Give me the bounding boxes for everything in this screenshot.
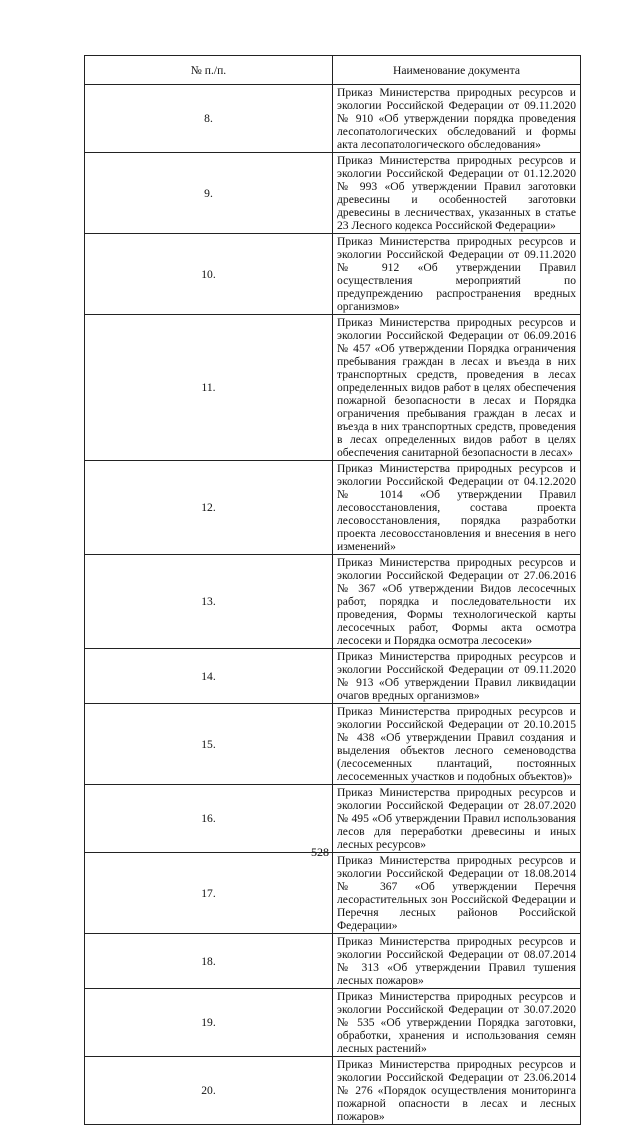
- row-number: 15.: [85, 704, 333, 785]
- row-number: 16.: [85, 785, 333, 853]
- table-row: [85, 85, 581, 153]
- table-row: [85, 234, 581, 315]
- table-row: [85, 461, 581, 555]
- document-name: Приказ Министерства природных ресурсов и экологии Российской Федерации от 23.06.2014 № 276 «Порядок осуществления мониторинга пожарной опасности в лесах и лесных пожаров»: [333, 1057, 581, 1125]
- document-name: Приказ Министерства природных ресурсов и экологии Российской Федерации от 20.10.2015 № 438 «Об утверждении Правил создания и выделения объектов лесного семеноводства (лесосеменных плантаций, постоянных лесосеменных участков и подобных объектов)»: [333, 704, 581, 785]
- table-row: [85, 785, 581, 853]
- table-row: [85, 704, 581, 785]
- table-row: [85, 1057, 581, 1125]
- row-number: 19.: [85, 989, 333, 1057]
- document-name: Приказ Министерства природных ресурсов и экологии Российской Федерации от 06.09.2016 № 457 «Об утверждении Порядка ограничения пребывания граждан в лесах и въезда в них транспортных средств, проведения в лесах определенных видов работ в целях обеспечения пожарной безопасности в лесах и Порядка ограничения пребывания граждан в лесах и въезда в них транспортных средств, проведения в лесах определенных видов работ в целях обеспечения санитарной безопасности в лесах»: [333, 315, 581, 461]
- column-header-number: № п./п.: [85, 56, 333, 85]
- table-row: [85, 649, 581, 704]
- table-row: [85, 989, 581, 1057]
- row-number: 17.: [85, 853, 333, 934]
- table-row: [85, 853, 581, 934]
- table-row: [85, 555, 581, 649]
- table-row: [85, 315, 581, 461]
- row-number: 12.: [85, 461, 333, 555]
- document-name: Приказ Министерства природных ресурсов и экологии Российской Федерации от 18.08.2014 № 367 «Об утверждении Перечня лесорастительных зон Российской Федерации и Перечня лесных районов Российской Федерации»: [333, 853, 581, 934]
- document-name: Приказ Министерства природных ресурсов и экологии Российской Федерации от 09.11.2020 № 910 «Об утверждении порядка проведения лесопатологических обследований и формы акта лесопатологического обследования»: [333, 85, 581, 153]
- row-number: 8.: [85, 85, 333, 153]
- row-number: 18.: [85, 934, 333, 989]
- row-number: 20.: [85, 1057, 333, 1125]
- table-header-row: [85, 56, 581, 85]
- row-number: 11.: [85, 315, 333, 461]
- document-name: Приказ Министерства природных ресурсов и экологии Российской Федерации от 09.11.2020 № 912 «Об утверждении Правил осуществления мероприятий по предупреждению распространения вредных организмов»: [333, 234, 581, 315]
- table-row: [85, 153, 581, 234]
- document-name: Приказ Министерства природных ресурсов и экологии Российской Федерации от 04.12.2020 № 1014 «Об утверждении Правил лесовосстановления, состава проекта лесовосстановления, порядка разработки проекта лесовосстановления и внесения в него изменений»: [333, 461, 581, 555]
- table-row: [85, 934, 581, 989]
- row-number: 14.: [85, 649, 333, 704]
- column-header-document-name: Наименование документа: [333, 56, 581, 85]
- row-number: 9.: [85, 153, 333, 234]
- document-name: Приказ Министерства природных ресурсов и экологии Российской Федерации от 27.06.2016 № 367 «Об утверждении Видов лесосечных работ, порядка и последовательности их проведения, Формы технологической карты лесосечных работ, Формы акта осмотра лесосеки и Порядка осмотра лесосеки»: [333, 555, 581, 649]
- document-name: Приказ Министерства природных ресурсов и экологии Российской Федерации от 01.12.2020 № 993 «Об утверждении Правил заготовки древесины и особенностей заготовки древесины в лесничествах, указанных в статье 23 Лесного кодекса Российской Федерации»: [333, 153, 581, 234]
- document-name: Приказ Министерства природных ресурсов и экологии Российской Федерации от 09.11.2020 № 913 «Об утверждении Правил ликвидации очагов вредных организмов»: [333, 649, 581, 704]
- row-number: 10.: [85, 234, 333, 315]
- row-number: 13.: [85, 555, 333, 649]
- page-number: 528: [311, 845, 329, 859]
- document-name: Приказ Министерства природных ресурсов и экологии Российской Федерации от 28.07.2020 № 495 «Об утверждении Правил использования лесов для переработки древесины и иных лесных ресурсов»: [333, 785, 581, 853]
- document-name: Приказ Министерства природных ресурсов и экологии Российской Федерации от 30.07.2020 № 535 «Об утверждении Порядка заготовки, обработки, хранения и использования семян лесных растений»: [333, 989, 581, 1057]
- documents-table: [84, 55, 581, 1125]
- document-name: Приказ Министерства природных ресурсов и экологии Российской Федерации от 08.07.2014 № 313 «Об утверждении Правил тушения лесных пожаров»: [333, 934, 581, 989]
